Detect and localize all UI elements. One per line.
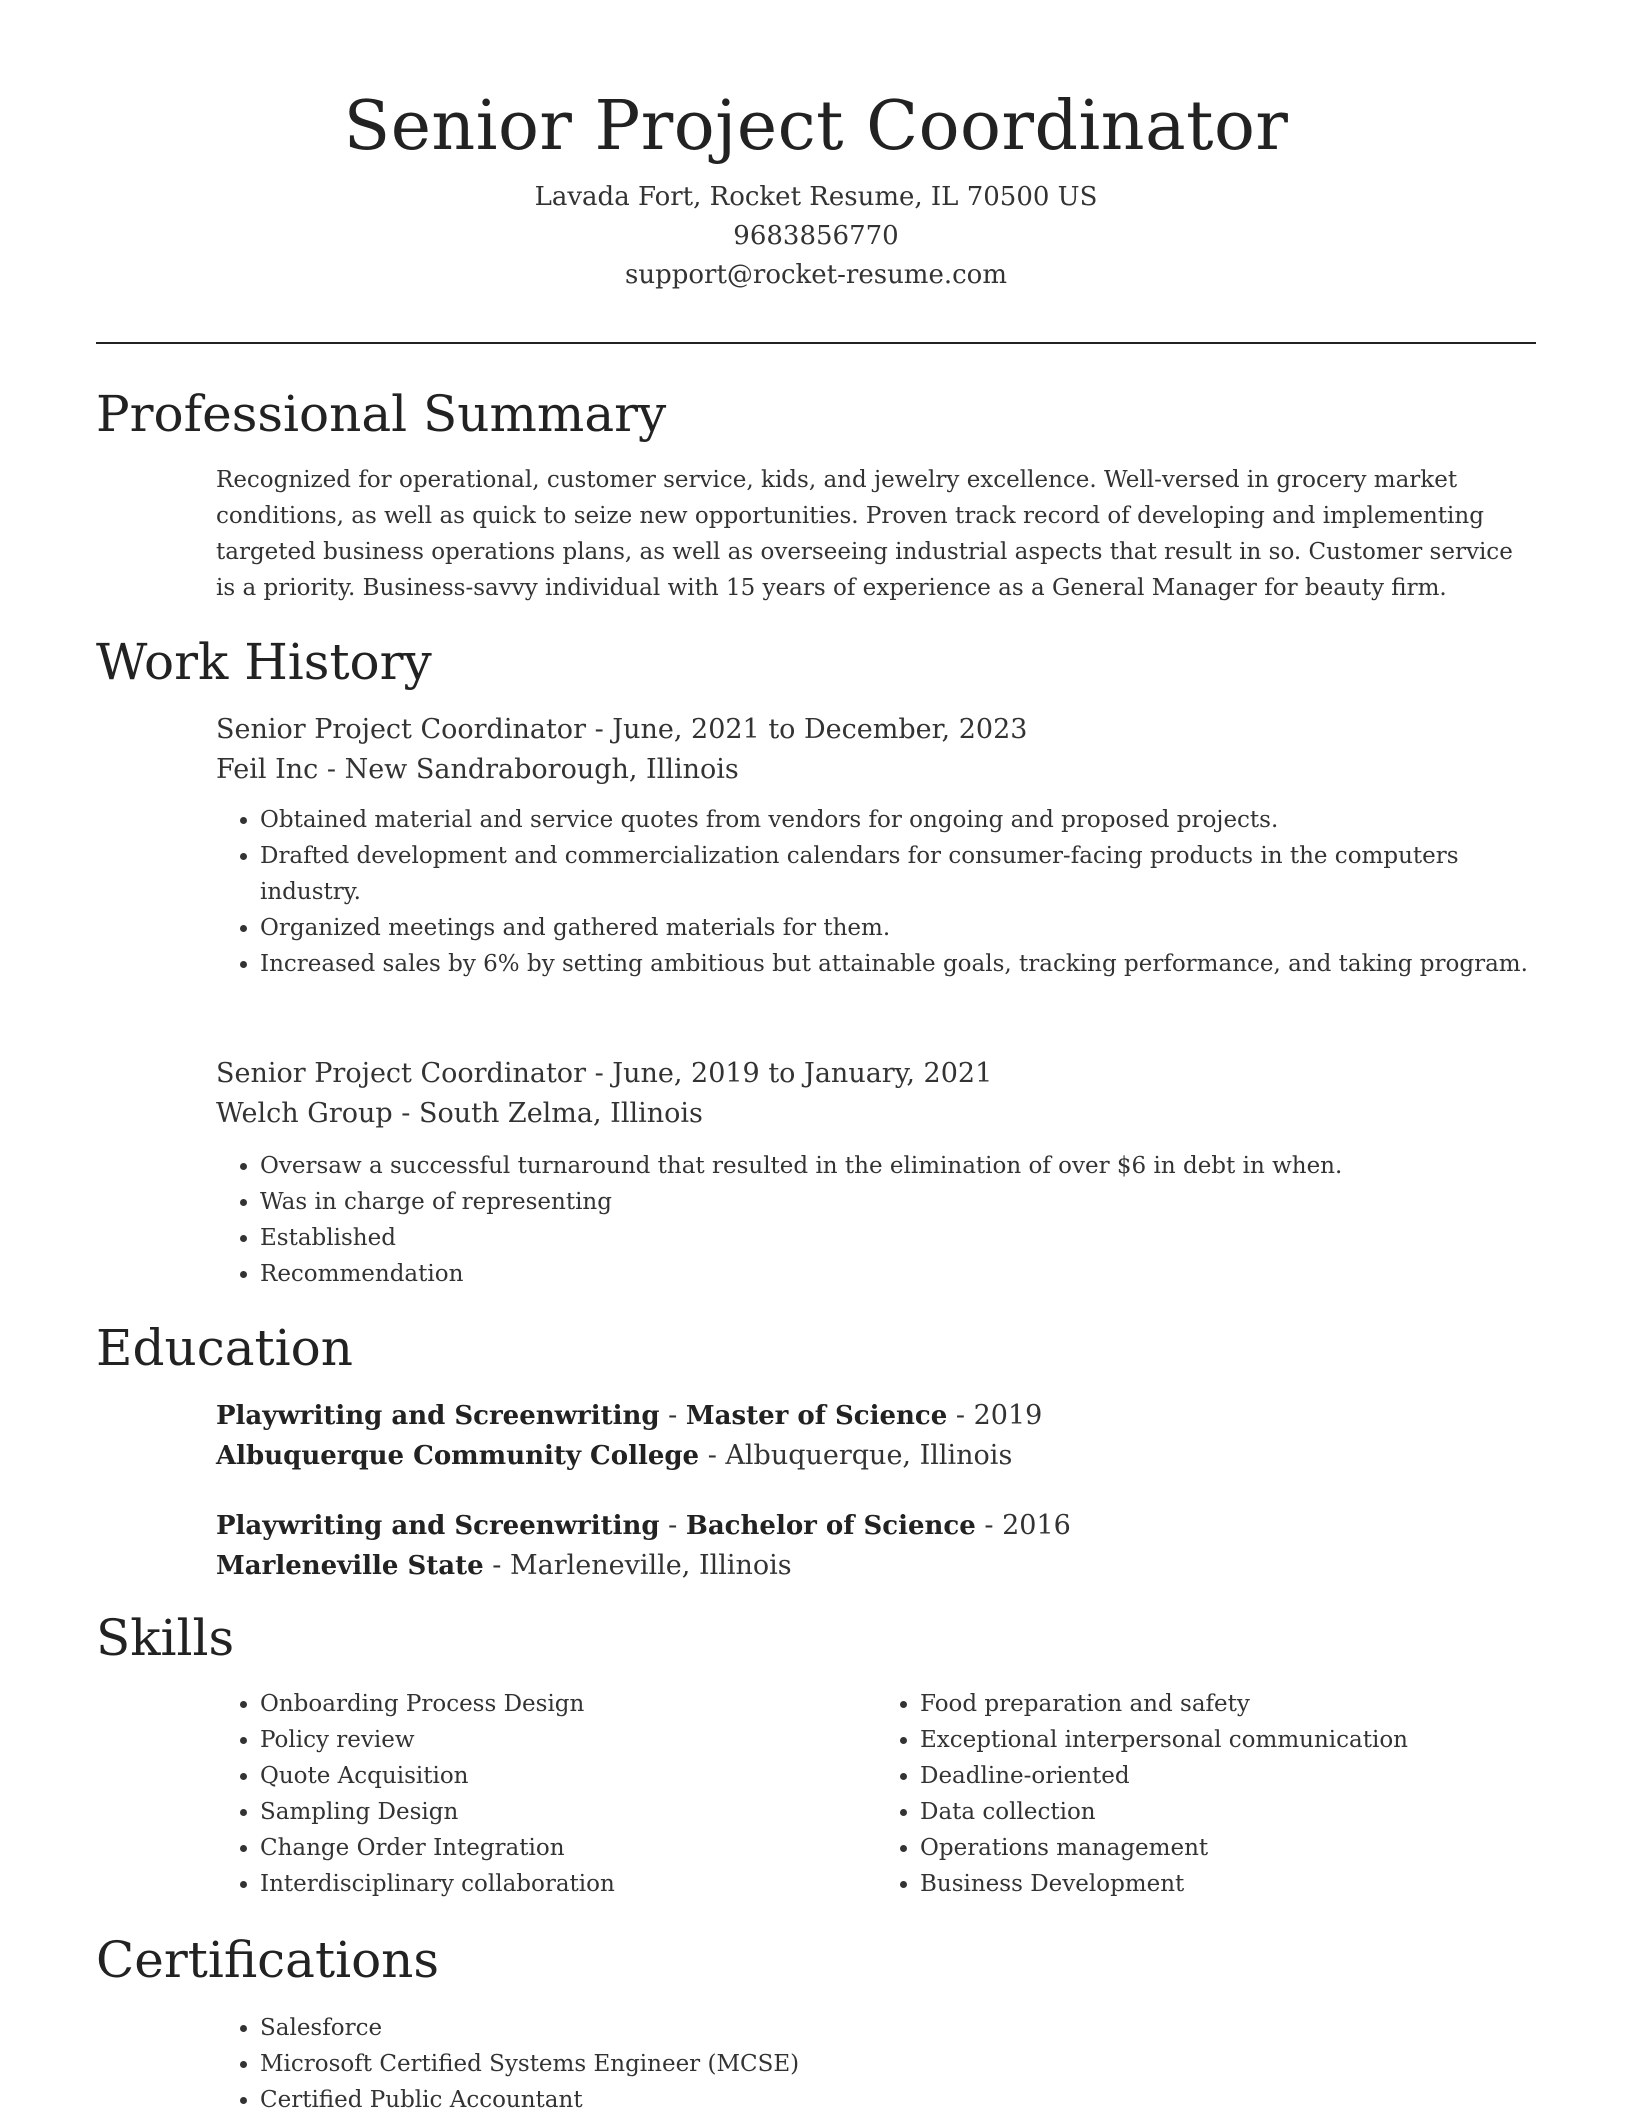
job-title-line [216, 710, 1536, 750]
list-item: • Quote Acquisition [260, 1758, 876, 1794]
separator: - [659, 1400, 686, 1431]
list-item: • Drafted development and commercialization calendars for consumer-facing products in the computers industry. [260, 838, 1536, 910]
separator: - [659, 1510, 686, 1541]
list-item: • Organized meetings and gathered materials for them. [260, 910, 1536, 946]
education-field: Playwriting and Screenwriting [216, 1401, 660, 1431]
job-company-line [216, 1094, 1536, 1134]
list-item: • Operations management [920, 1830, 1536, 1866]
list-item: • Recommendation [260, 1256, 1536, 1292]
list-item: • Certified Public Accountant [260, 2082, 1536, 2118]
summary-block [216, 462, 1536, 606]
education-entry [216, 1396, 1536, 1476]
certifications-heading: Certifications [96, 1931, 440, 1989]
summary-heading: Professional Summary [96, 385, 667, 443]
list-item: • Sampling Design [260, 1794, 876, 1830]
separator: - [483, 1550, 511, 1581]
education-location: Marleneville, Illinois [510, 1550, 792, 1581]
list-item: • Change Order Integration [260, 1830, 876, 1866]
list-item: • Established [260, 1220, 1536, 1256]
skills-heading: Skills [96, 1609, 235, 1667]
separator: - [585, 714, 613, 745]
education-entry [216, 1506, 1536, 1586]
certifications-list [216, 2010, 1536, 2118]
summary-text: Recognized for operational, customer service, kids, and jewelry excellence. Well-versed in grocery market conditions, as well as quick to seize new opportunities. Proven track record of developing and implementing targeted business operations plans, as well as overseeing industrial aspects that result in so. Customer service is a priority. Business-savvy individual with 15 years of experience as a General Manager for beauty firm. [216, 467, 1513, 601]
contact-info [0, 178, 1632, 295]
resume-header [0, 82, 1632, 295]
education-school-line [216, 1546, 1536, 1586]
separator: - [392, 1098, 419, 1129]
separator: - [975, 1510, 1003, 1541]
job-title-line [216, 1054, 1536, 1094]
education-school: Albuquerque Community College [216, 1441, 700, 1471]
education-heading: Education [96, 1319, 353, 1377]
address-line: Lavada Fort, Rocket Resume, IL 70500 US [534, 182, 1098, 212]
education-school-line [216, 1436, 1536, 1476]
list-item: • Exceptional interpersonal communication [920, 1722, 1536, 1758]
job-company: Welch Group [216, 1098, 393, 1129]
job-start: June, 2021 to December, 2023 [612, 714, 1028, 745]
education-year: 2016 [1002, 1510, 1071, 1541]
list-item: • Increased sales by 6% by setting ambitious but attainable goals, tracking performance, and taking program. [260, 946, 1536, 982]
job-bullets [216, 802, 1536, 982]
skills-list-left [216, 1686, 876, 1902]
list-item: • Deadline-oriented [920, 1758, 1536, 1794]
list-item: • Salesforce [260, 2010, 1536, 2046]
phone-line: 9683856770 [733, 221, 899, 251]
list-item: • Interdisciplinary collaboration [260, 1866, 876, 1902]
education-degree: Bachelor of Science [685, 1511, 976, 1541]
education-location: Albuquerque, Illinois [725, 1440, 1013, 1471]
job-bullets [216, 1148, 1536, 1292]
separator: - [318, 754, 345, 785]
list-item: • Food preparation and safety [920, 1686, 1536, 1722]
skills-list-right [876, 1686, 1536, 1902]
job-entry [216, 710, 1536, 982]
work-heading: Work History [96, 633, 432, 691]
job-entry [216, 1054, 1536, 1292]
separator: - [699, 1440, 726, 1471]
job-location: New Sandraborough, Illinois [344, 754, 739, 785]
job-role: Senior Project Coordinator [216, 714, 586, 745]
list-item: • Microsoft Certified Systems Engineer (MCSE) [260, 2046, 1536, 2082]
list-item: • Oversaw a successful turnaround that resulted in the elimination of over $6 in debt in when. [260, 1148, 1536, 1184]
header-divider [96, 342, 1536, 344]
list-item: • Obtained material and service quotes from vendors for ongoing and proposed projects. [260, 802, 1536, 838]
separator: - [947, 1400, 974, 1431]
list-item: • Policy review [260, 1722, 876, 1758]
job-company-line [216, 750, 1536, 790]
education-field: Playwriting and Screenwriting [216, 1511, 660, 1541]
job-role: Senior Project Coordinator [216, 1058, 586, 1089]
job-company: Feil Inc [216, 754, 319, 785]
education-school: Marleneville State [216, 1551, 484, 1581]
list-item: • Business Development [920, 1866, 1536, 1902]
job-location: South Zelma, Illinois [418, 1098, 703, 1129]
list-item: • Data collection [920, 1794, 1536, 1830]
education-degree-line [216, 1396, 1536, 1436]
skills-columns [216, 1686, 1536, 1902]
job-start: June, 2019 to January, 2021 [612, 1058, 993, 1089]
list-item: • Onboarding Process Design [260, 1686, 876, 1722]
education-year: 2019 [973, 1400, 1043, 1431]
list-item: • Was in charge of representing [260, 1184, 1536, 1220]
education-degree-line [216, 1506, 1536, 1546]
email-line: support@rocket-resume.com [624, 260, 1007, 290]
education-degree: Master of Science [685, 1401, 948, 1431]
candidate-title: Senior Project Coordinator [343, 87, 1289, 166]
certifications-block [216, 2010, 1536, 2118]
separator: - [585, 1058, 613, 1089]
